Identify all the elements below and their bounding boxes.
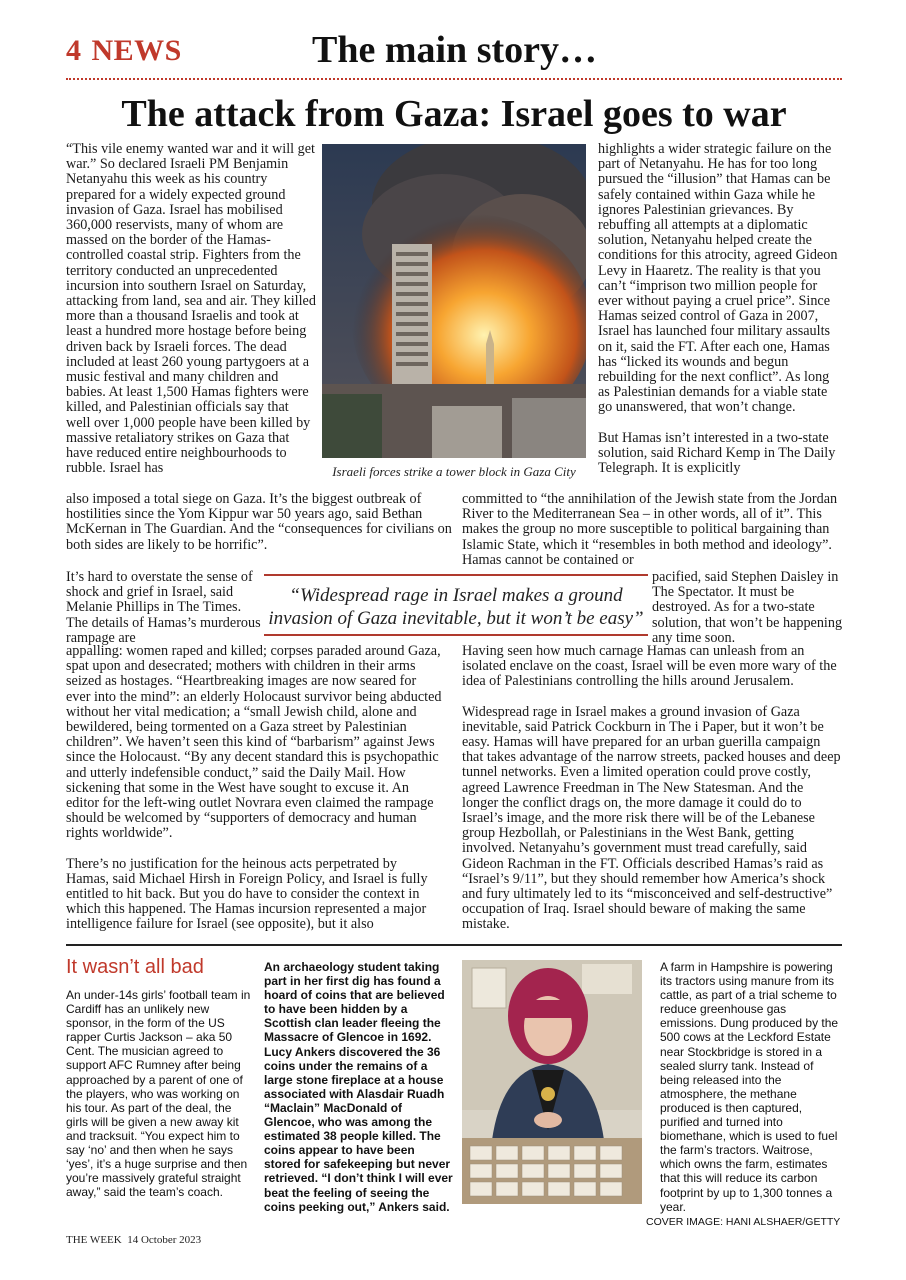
publication-name: THE WEEK [66, 1234, 122, 1246]
bottom-section-divider [66, 944, 842, 946]
pull-quote-rule-bottom [264, 634, 648, 636]
paragraph: highlights a wider strategic failure on the part of Netanyahu. He has for too long pursued the “illusion” that Hamas can be safely contained within Gaza while he ignores Palestinian grievances. By rebuffing all attempts at a diplomatic solution, Netanyahu helped create the conditions for this atrocity, agreed Gideon Levy in Haaretz. The reality is that you can’t “imprison two million people for ever without paying a cruel price”. Since Hamas seized control of Gaza in 2007, Israel has launched four military assaults on it, said the FT. After each one, Hamas has “licked its wounds and begun rebuilding for the next conflict”. As long as Palestinian demands for a viable state go unanswered, that won’t change. [598, 141, 838, 416]
paragraph: Having seen how much carnage Hamas can unleash from an isolated enclave on the coast, Israel will be even more wary of the idea of Palestinians controlling the hills around Jerusalem. [462, 643, 837, 690]
paragraph: There’s no justification for the heinous acts perpetrated by Hamas, said Michael Hirsh in Foreign Policy, and Israel is fully entitled to hit back. But you do have to consider the context in which this happened. The Hamas incursion represented a major intelligence failure for Israel (see opposite), but it also [66, 855, 428, 933]
paragraph: “This vile enemy wanted war and it will get war.” So declared Israeli PM Benjamin Netanyahu this week as his country prepared for a widely expected ground invasion of Gaza. Israel has mobilised 360,000 reservists, many of whom are massed on the border of the Hamas-controlled coastal strip. Fighters from the territory conducted an unprecedented incursion into southern Israel on Saturday, attacking from land, sea and air. They killed more than a thousand Israelis and took at least a hundred more hostage before being driven back by Israeli forces. The dead included at least 260 young partygoers at a music festival and many children and babies. At least 1,500 Hamas fighters were killed, and Palestinian officials say that well over 1,000 people have been killed by massive retaliatory strikes on Gaza that have reduced entire neighbourhoods to rubble. Israel has [66, 141, 316, 477]
article-column-right-mid [652, 570, 844, 646]
article-column-right-low [462, 644, 842, 933]
bottom-section-title: It wasn’t all bad [66, 956, 204, 978]
student-with-coins-image [462, 960, 642, 1204]
good-news-story-football: An under-14s girls’ football team in Cardiff has an unlikely new sponsor, in the form of the US rapper Curtis Jackson – aka 50 Cent. The musician agreed to support AFC Rumney after being approached by a parent of one of the players, who was working on his tour. As part of the deal, the girls will be given a new away kit and tracksuit. “You expect him to say ‘no’ and then when he says ‘yes’, it’s a huge surprise and then you’re massively grateful straight away,” said the team’s coach. [66, 988, 251, 1200]
archaeology-photo [462, 960, 642, 1204]
page-footer [66, 1234, 201, 1246]
article-photo [322, 144, 586, 458]
cover-image-credit: COVER IMAGE: HANI ALSHAER/GETTY [646, 1216, 841, 1228]
paragraph: It’s hard to overstate the sense of shock and grief in Israel, said Melanie Phillips in The Times. The details of Hamas’s murderous rampage are [66, 569, 261, 646]
article-span-left [66, 492, 452, 553]
pull-quote: “Widespread rage in Israel makes a ground invasion of Gaza inevitable, but it won’t be easy” [268, 585, 644, 629]
article-column-right-top [598, 142, 844, 476]
article-column-left-low [66, 644, 442, 933]
article-span-right [462, 492, 842, 568]
issue-date: 14 October 2023 [127, 1234, 202, 1246]
article-headline: The attack from Gaza: Israel goes to war [121, 93, 787, 135]
paragraph: also imposed a total siege on Gaza. It’s the biggest outbreak of hostilities since the Yom Kippur war 50 years ago, said Bethan McKernan in The Guardian. And the “consequences for civilians on both sides are likely to be horrific”. [66, 491, 452, 553]
good-news-story-farm: A farm in Hampshire is powering its tractors using manure from its cattle, as part of a trial scheme to reduce greenhouse gas emissions. Dung produced by the 500 cows at the Leckford Estate near Stockbridge is stored in a sealed slurry tank. Instead of being released into the atmosphere, the methane produced is then captured, purified and turned into biomethane, which is used to fuel the farm’s tractors. Waitrose, which owns the farm, estimates that this will reduce its carbon footprint by up to 1,300 tonnes a year. [660, 960, 839, 1214]
paragraph: pacified, said Stephen Daisley in The Spectator. It must be destroyed. As for a two-state solution, that won’t be happening any time soon. [652, 569, 843, 646]
header-divider [66, 78, 842, 80]
gaza-strike-image [322, 144, 586, 458]
section-label [66, 34, 182, 68]
article-column-left-mid [66, 570, 262, 646]
article-column-left-top [66, 142, 316, 476]
paragraph: committed to “the annihilation of the Jewish state from the Jordan River to the Mediterranean Sea – in other words, all of it”. This makes the group no more susceptible to political bargaining than Islamic State, which it “resembles in both method and ideology”. Hamas cannot be contained or [462, 491, 838, 568]
paragraph: Widespread rage in Israel makes a ground invasion of Gaza inevitable, said Patrick Cockburn in The i Paper, but it won’t be easy. Hamas will have prepared for an urban guerilla campaign that takes advantage of the narrow streets, packed houses and deep tunnel networks. Even a limited operation could prove costly, agreed Lawrence Freedman in The New Statesman. And the longer the conflict drags on, the more damage it could do to Israel’s image, and the more risk there will be of the Lebanese group Hezbollah, or Palestinians in the West Bank, getting involved. Netanyahu’s government must tread carefully, said Gideon Rachman in the FT. Officials described Hamas’s raid as “Israel’s 9/11”, but they should remember how America’s shock and fury ultimately led to its “misconceived and self-destructive” occupation of Iraq. Israel should beware of making the same mistake. [462, 703, 841, 933]
section-name: NEWS [91, 34, 182, 67]
good-news-story-coins: An archaeology student taking part in her first dig has found a hoard of coins that are believed to have been hidden by a Scottish clan leader fleeing the Massacre of Glencoe in 1692. Lucy Ankers discovered the 36 coins under the remains of a large stone fireplace at a house associated with Alasdair Ruadh “Maclain” MacDonald of Glencoe, who was among the estimated 38 people killed. The coins appear to have been stored for safekeeping but never retrieved. “I don’t think I will ever beat the feeling of seeing the coins peeking out,” Ankers said. [264, 960, 453, 1214]
section-number: 4 [66, 34, 82, 67]
main-story-title: The main story… [312, 29, 597, 71]
paragraph: appalling: women raped and killed; corpses paraded around Gaza, spat upon and desecrated; mothers with children in their arms seized as hostages. “Heartbreaking images are now seared for ever into the mind”: an elderly Holocaust survivor being abducted without her vital medication; a “small Jewish child, alone and bewildered, being tormented on a Gaza street by Palestinian children”. We haven’t seen this kind of “barbarism” against Jews since the Holocaust. “By any decent standard this is psychopathic and utterly indefensible conduct,” said the Daily Mail. How sickening that some in the West have sought to excuse it. An editor for the left-wing outlet Novrara even claimed the rampage should be welcomed by “supporters of democracy and human rights worldwide”. [66, 643, 442, 842]
pull-quote-rule-top [264, 574, 648, 576]
paragraph: But Hamas isn’t interested in a two-state solution, said Richard Kemp in The Daily Telegraph. It is explicitly [598, 429, 836, 477]
photo-caption: Israeli forces strike a tower block in Gaza City [332, 464, 576, 479]
